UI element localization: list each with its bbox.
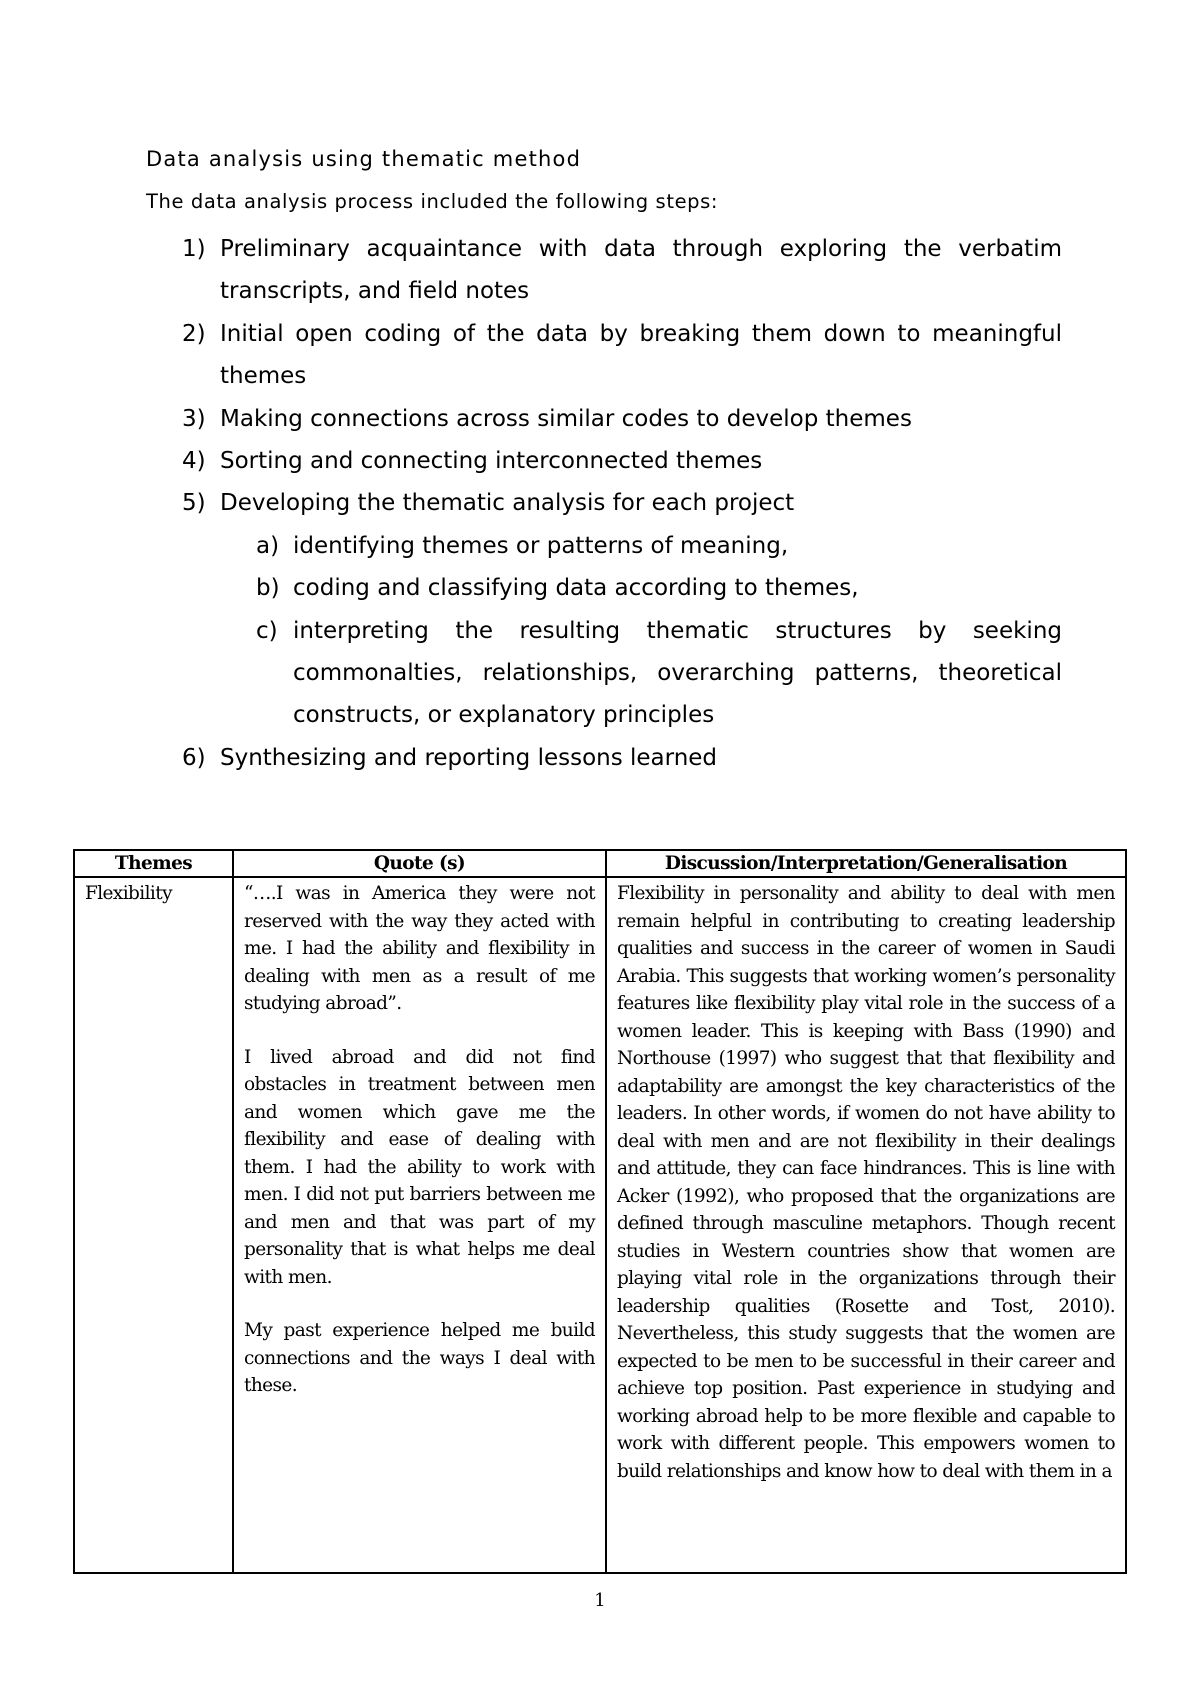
substep-text: identifying themes or patterns of meaning, — [293, 532, 789, 559]
header-discussion: Discussion/Interpretation/Generalisation — [606, 850, 1126, 877]
step-number: 3) — [182, 405, 206, 432]
step-number: 4) — [182, 448, 206, 475]
substep-number: a) — [256, 532, 280, 559]
discussion-text: Flexibility in personality and ability to deal with men remain helpful in contributing to creating leadership qualities and success in the career of women in Saudi Arabia. This suggests that working women’s personality features like flexibility play vital role in the success of a women leader. This is keeping with Bass (1990) and Northouse (1997) who suggest that that flexibility and adaptability are amongst the key characteristics of the leaders. In other words, if women do not have ability to deal with men and are not flexibility in their dealings and attitude, they can face hindrances. This is line with Acker (1992), who proposed that the organizations are defined through masculine metaphors. Though recent studies in Western countries show that women are playing vital role in the organizations through their leadership qualities (Rosette and Tost, 2010). Nevertheless, this study suggests that the women are expected to be men to be successful in their career and achieve top position. Past experience in studying and working abroad help to be more flexible and capable to work with different people. This empowers women to build relationships and know how to deal with them in a — [617, 883, 1115, 1482]
table-header-row — [74, 850, 1126, 877]
substep-text: coding and classifying data according to themes, — [293, 575, 859, 602]
quote-paragraph: My past experience helped me build connections and the ways I deal with these. — [244, 1320, 595, 1396]
step-item — [0, 482, 1062, 736]
step-item — [0, 313, 1062, 398]
substep-item — [256, 567, 1062, 609]
step-text: Making connections across similar codes to develop themes — [220, 405, 912, 432]
step-text: Developing the thematic analysis for each project — [220, 490, 795, 517]
step-number: 1) — [182, 236, 206, 262]
substep-item — [256, 610, 1062, 737]
step-number: 6) — [182, 744, 206, 771]
quote-paragraph: I lived abroad and did not find obstacles in treatment between men and women which gave me the flexibility and ease of dealing with them. I had the ability to work with men. I did not put barriers between me and men and that was part of my personality that is what helps me deal with men. — [244, 1046, 595, 1288]
themes-table — [73, 849, 1127, 1574]
quote-paragraph: “….I was in America they were not reserved with the way they acted with me. I had the ability and flexibility in dealing with men as a result of me studying abroad”. — [244, 883, 595, 1014]
discussion-cell — [606, 877, 1126, 1573]
page-number: 1 — [594, 1590, 606, 1611]
step-number: 5) — [182, 490, 206, 517]
header-quotes: Quote (s) — [233, 850, 606, 877]
header-themes: Themes — [74, 850, 233, 877]
table-row — [74, 877, 1126, 1573]
step-text: Preliminary acquaintance with data through exploring the verbatim transcripts, and field notes — [220, 236, 1062, 305]
substep-number: b) — [256, 575, 280, 602]
step-text: Sorting and connecting interconnected themes — [220, 448, 763, 475]
substep-item — [256, 525, 1062, 567]
steps-list — [0, 228, 1200, 779]
theme-cell: Flexibility — [74, 877, 233, 1573]
step-text: Synthesizing and reporting lessons learned — [220, 744, 718, 771]
step-item — [0, 737, 1062, 779]
step-item — [0, 398, 1062, 440]
section-heading: Data analysis using thematic method — [146, 147, 582, 171]
quote-cell — [233, 877, 606, 1573]
substep-text: interpreting the resulting thematic structures by seeking commonalties, relationships, overarching patterns, theoretical constructs, or explanatory principles — [293, 617, 1062, 729]
substep-number: c) — [256, 617, 278, 644]
step-text: Initial open coding of the data by breaking them down to meaningful themes — [220, 320, 1062, 390]
step-item — [0, 440, 1062, 482]
step-item — [0, 228, 1062, 313]
substeps-list — [220, 525, 1062, 737]
intro-text: The data analysis process included the following steps: — [146, 190, 719, 213]
step-number: 2) — [182, 320, 206, 347]
